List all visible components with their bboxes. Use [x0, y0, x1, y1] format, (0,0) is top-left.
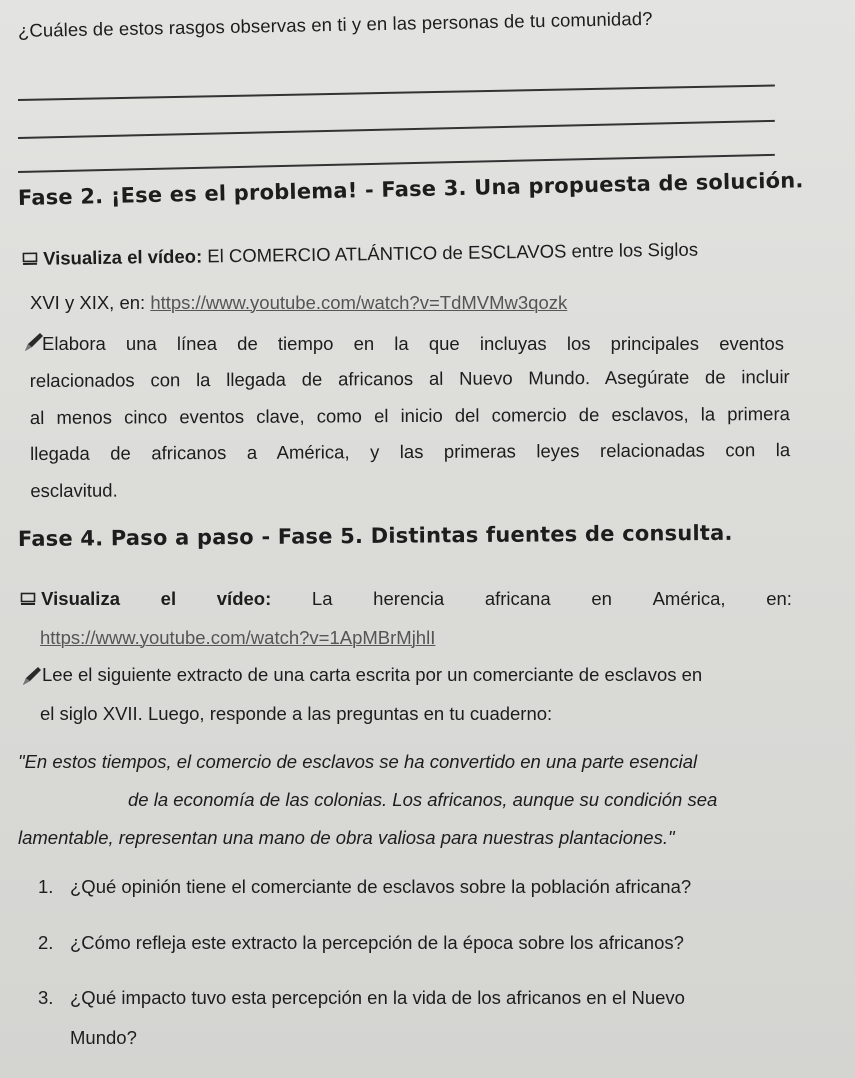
quote-line-1: "En estos tiempos, el comercio de esclavos se ha convertido en una parte esencial	[18, 751, 698, 772]
question-1: ¿Qué opinión tiene el comerciante de esclavos sobre la población africana?	[70, 876, 692, 897]
letter-task-line-1: Lee el siguiente extracto de una carta escrita por un comerciante de esclavos en	[42, 664, 703, 685]
quote-line-2: de la economía de las colonias. Los africanos, aunque su condición sea	[128, 789, 718, 810]
video-word: africana	[484, 588, 551, 609]
video-title-cont: XVI y XIX, en:	[30, 292, 146, 313]
video-label: Visualiza el vídeo:	[42, 245, 203, 269]
video-word: La	[311, 588, 333, 609]
task-line: esclavitud.	[30, 479, 118, 501]
video-line-4	[40, 627, 435, 649]
video-word: el	[160, 588, 177, 609]
video-link-1[interactable]: https://www.youtube.com/watch?v=TdMVMw3qozk	[150, 292, 568, 313]
phase-4-5-heading: Fase 4. Paso a paso - Fase 5. Distintas fuentes de consulta.	[17, 520, 733, 551]
video-line-3	[20, 588, 792, 611]
answer-line	[18, 154, 775, 173]
task-line: relacionados con la llegada de africanos al Nuevo Mundo. Asegúrate de incluir	[29, 366, 790, 392]
phase-2-3-heading: Fase 2. ¡Ese es el problema! - Fase 3. Una propuesta de solución.	[17, 168, 804, 210]
video-word: en:	[766, 588, 792, 609]
question-number: 1.	[38, 876, 54, 897]
video-word: Visualiza	[20, 588, 120, 611]
video-word: vídeo:	[216, 588, 272, 609]
video-word: en	[591, 588, 612, 609]
top-question: ¿Cuáles de estos rasgos observas en ti y en las personas de tu comunidad?	[17, 7, 653, 41]
timeline-task-cont	[30, 359, 791, 509]
video-line-2	[30, 292, 567, 314]
question-3-cont: Mundo?	[70, 1027, 137, 1048]
task-line: Elabora una línea de tiempo en la que incluyas los principales eventos	[42, 333, 784, 354]
letter-task-line-2: el siglo XVII. Luego, responde a las preguntas en tu cuaderno:	[40, 703, 553, 724]
video-word: América,	[652, 588, 726, 609]
pencil-icon	[20, 664, 44, 688]
video-link-2[interactable]: https://www.youtube.com/watch?v=1ApMBrMjhlI	[40, 627, 436, 648]
video-word: herencia	[373, 588, 445, 609]
video-line-1	[22, 239, 698, 272]
quote-line-3: lamentable, representan una mano de obra valiosa para nuestras plantaciones."	[18, 827, 675, 848]
monitor-icon	[22, 249, 38, 271]
video-title: El COMERCIO ATLÁNTICO de ESCLAVOS entre los Siglos	[207, 238, 699, 267]
answer-line	[18, 84, 775, 101]
timeline-task	[42, 326, 784, 363]
question-2: ¿Cómo refleja este extracto la percepción de la época sobre los africanos?	[70, 932, 684, 953]
task-line: llegada de africanos a América, y las primeras leyes relacionadas con la	[30, 439, 791, 465]
question-number: 2.	[38, 932, 54, 953]
monitor-icon	[20, 589, 36, 611]
task-line: al menos cinco eventos clave, como el inicio del comercio de esclavos, la primera	[29, 402, 790, 428]
question-number: 3.	[38, 987, 54, 1008]
question-3: ¿Qué impacto tuvo esta percepción en la vida de los africanos en el Nuevo	[70, 987, 685, 1008]
answer-line	[18, 120, 775, 139]
